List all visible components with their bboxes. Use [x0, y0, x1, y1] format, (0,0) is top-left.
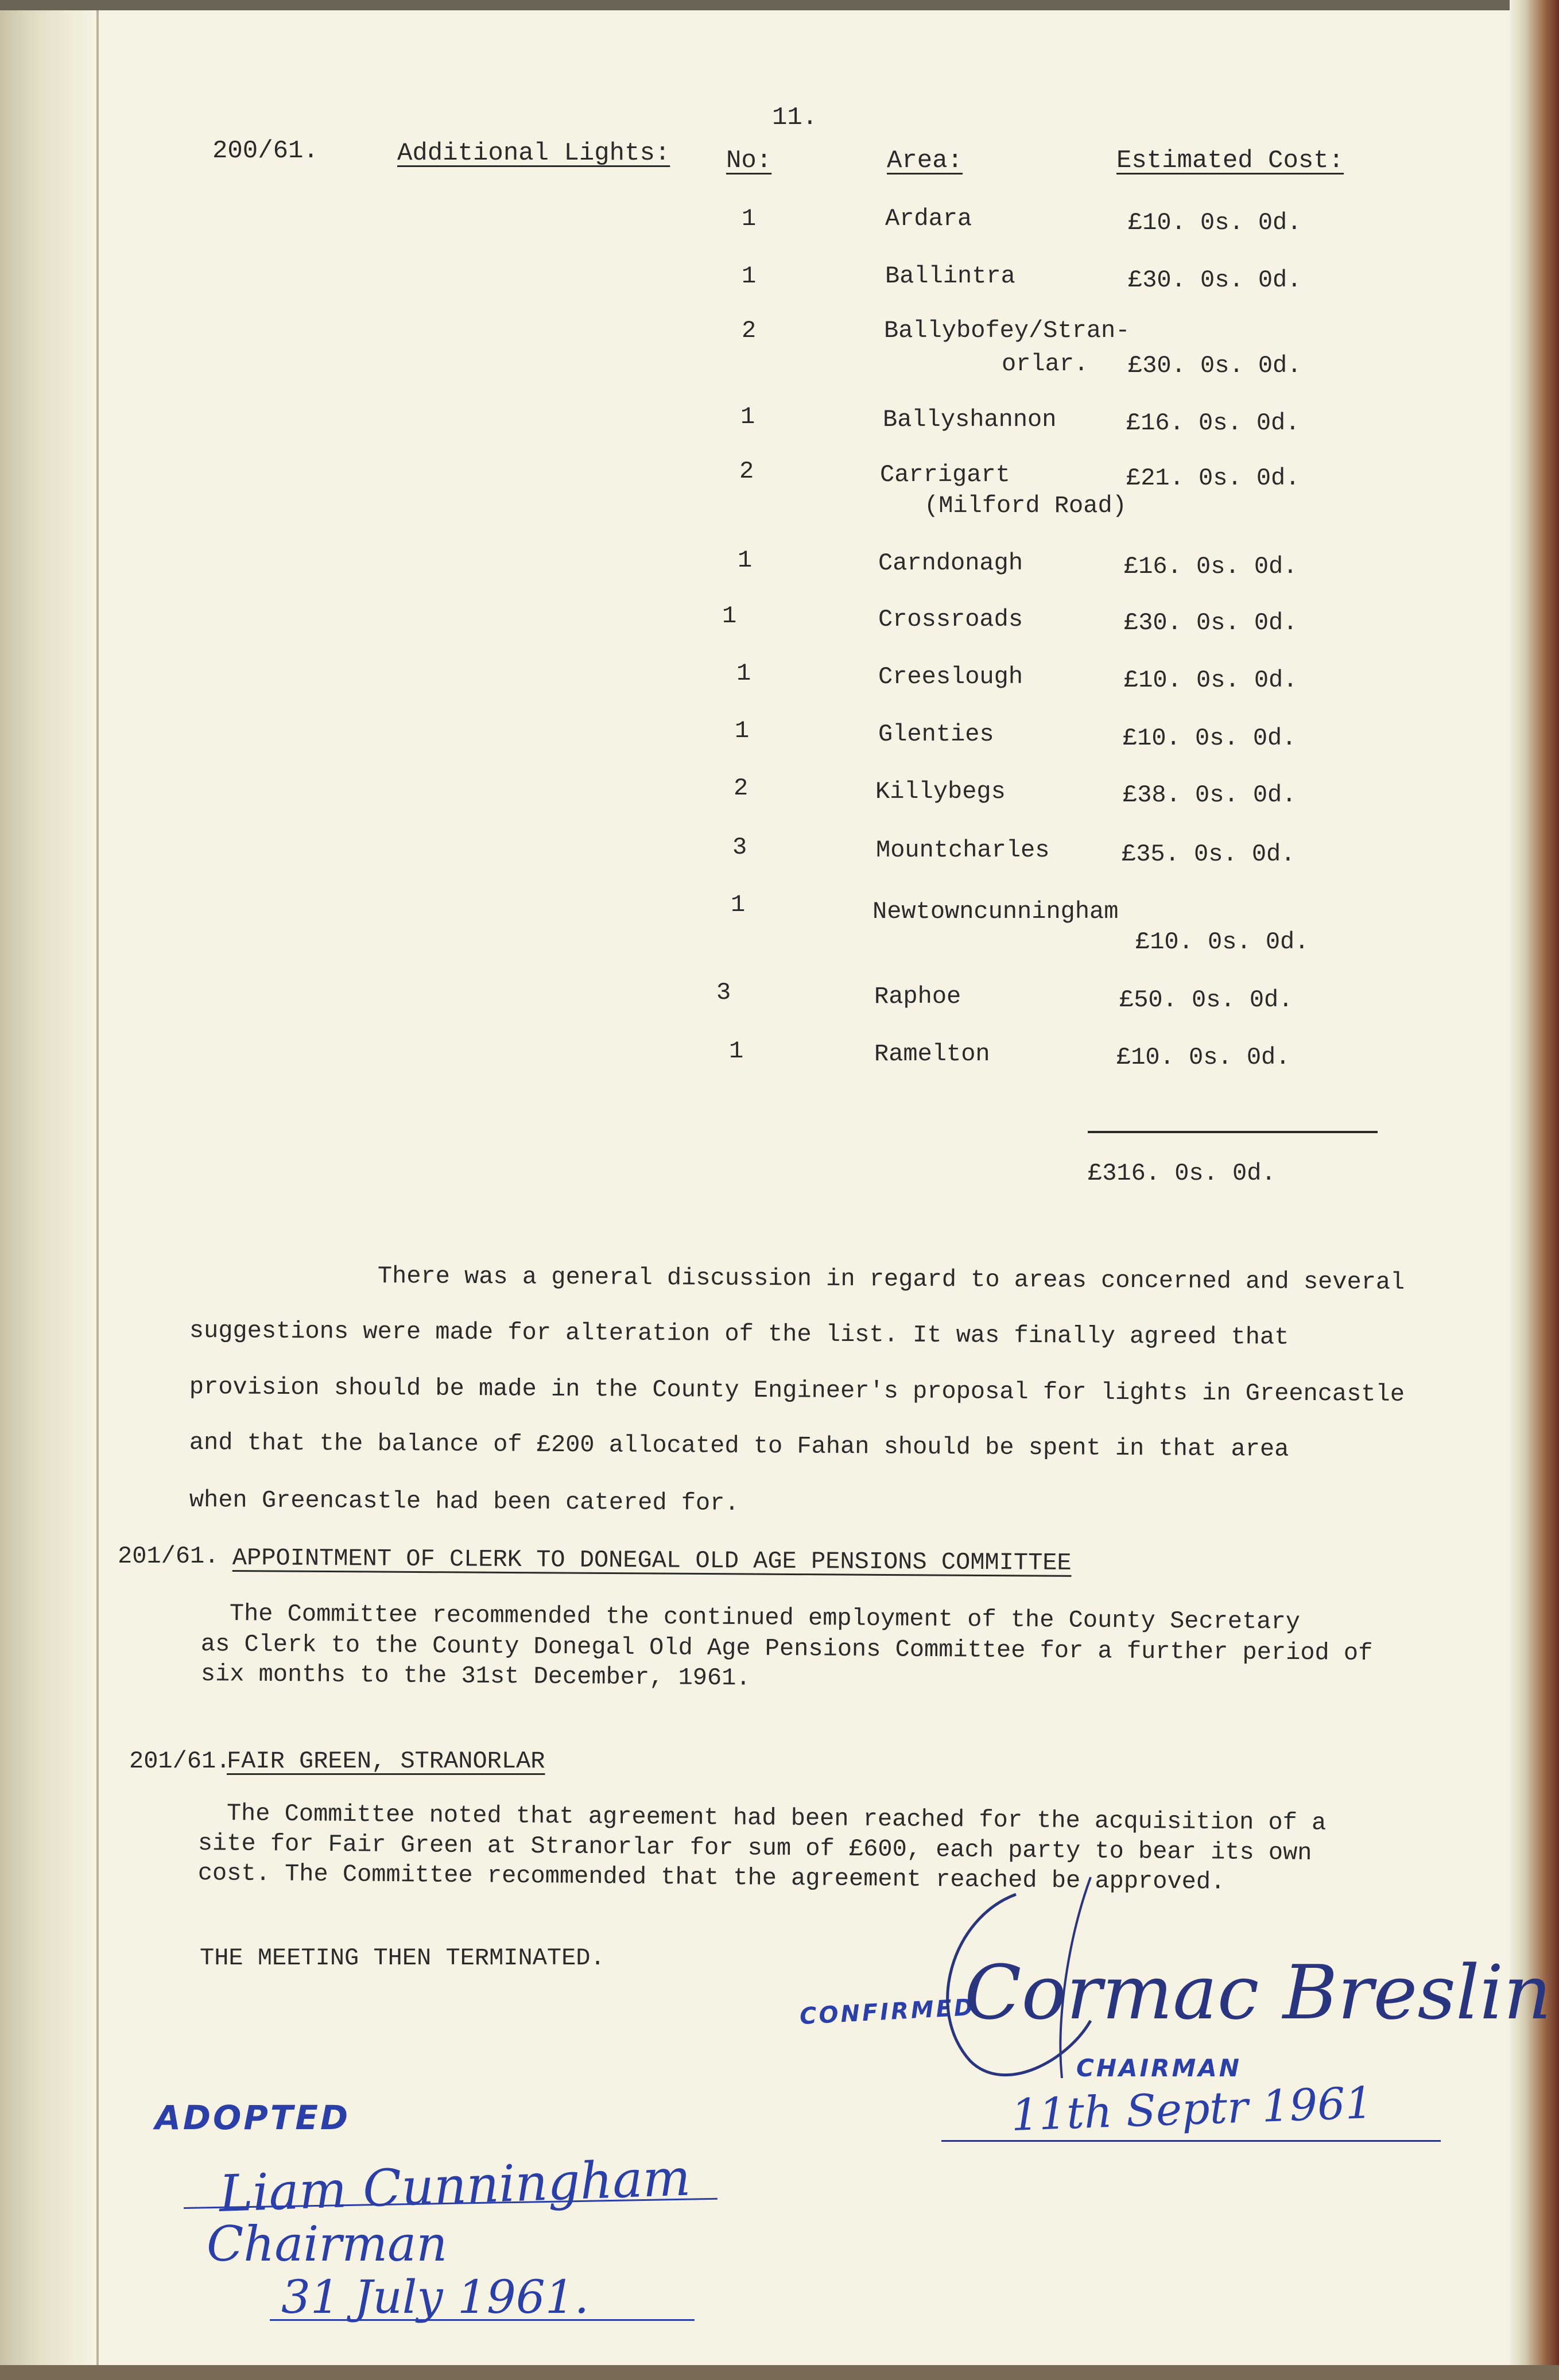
discussion-line-4: and that the balance of £200 allocated to Fahan should be spent in that area — [189, 1429, 1289, 1463]
row-cost: £10. 0s. 0d. — [1135, 928, 1309, 956]
row-no: 2 — [734, 774, 749, 802]
total-cost: £316. 0s. 0d. — [1088, 1160, 1276, 1187]
row-no: 1 — [740, 403, 755, 431]
adopted-date: 31 July 1961. — [281, 2270, 590, 2324]
row-no: 3 — [716, 979, 731, 1006]
clerk-text-line-1: The Committee recommended the continued employment of the County Secretary — [229, 1600, 1301, 1636]
book-top-edge — [0, 0, 1559, 10]
row-cost: £21. 0s. 0d. — [1126, 464, 1300, 492]
row-no: 1 — [735, 717, 750, 745]
row-area: Newtowncunningham — [872, 898, 1119, 925]
item-ref-fair-green: 201/61. — [129, 1747, 231, 1775]
row-no: 1 — [736, 660, 751, 687]
row-area-continued: (Milford Road) — [924, 492, 1127, 520]
row-no: 1 — [738, 546, 753, 574]
clerk-title: APPOINTMENT OF CLERK TO DONEGAL OLD AGE PENSIONS COMMITTEE — [232, 1544, 1072, 1577]
lights-title: Additional Lights: — [397, 139, 670, 168]
row-cost: £50. 0s. 0d. — [1119, 986, 1293, 1014]
row-no: 1 — [731, 891, 746, 918]
row-area: Ballybofey/Stran- — [884, 317, 1130, 344]
meeting-terminated: THE MEETING THEN TERMINATED. — [200, 1944, 605, 1972]
row-cost: £10. 0s. 0d. — [1124, 666, 1298, 694]
row-no: 2 — [742, 317, 757, 344]
fair-green-text-line-2: site for Fair Green at Stranorlar for sum of £600, each party to bear its own — [197, 1829, 1312, 1867]
row-area: Raphoe — [874, 983, 961, 1010]
discussion-line-5: when Greencastle had been catered for. — [189, 1486, 739, 1517]
row-area: Carndonagh — [878, 549, 1023, 577]
confirmed-date-rule — [941, 2140, 1441, 2142]
row-no: 1 — [729, 1037, 744, 1065]
row-area: Ramelton — [874, 1040, 990, 1068]
row-cost: £10. 0s. 0d. — [1123, 724, 1297, 752]
page-number: 11. — [772, 103, 818, 132]
page-fold-line — [96, 0, 99, 2380]
fair-green-text-line-1: The Committee noted that agreement had been reached for the acquisition of a — [226, 1800, 1327, 1837]
confirmed-chairman-label: CHAIRMAN — [1076, 2054, 1242, 2082]
row-no: 1 — [742, 262, 757, 290]
row-cost: £35. 0s. 0d. — [1122, 840, 1296, 868]
col-header-no: No: — [726, 146, 772, 175]
row-area: Glenties — [878, 720, 994, 748]
row-no: 1 — [722, 602, 737, 630]
row-no: 3 — [732, 834, 747, 861]
col-header-area: Area: — [887, 146, 963, 175]
row-cost: £30. 0s. 0d. — [1128, 266, 1302, 294]
adopted-date-rule — [270, 2319, 695, 2321]
row-area: Mountcharles — [876, 836, 1050, 864]
item-ref-lights: 200/61. — [212, 137, 319, 165]
row-area: Carrigart — [880, 461, 1010, 489]
row-area-continued: orlar. — [1002, 350, 1089, 378]
confirmed-signature: Cormac Breslin — [964, 1949, 1552, 2036]
adopted-chairman-label: Chairman — [207, 2216, 448, 2272]
row-no: 1 — [742, 205, 757, 232]
row-cost: £30. 0s. 0d. — [1124, 609, 1298, 637]
col-header-cost: Estimated Cost: — [1116, 146, 1344, 175]
row-area: Creeslough — [878, 663, 1023, 691]
clerk-text-line-3: six months to the 31st December, 1961. — [200, 1660, 751, 1692]
row-cost: £10. 0s. 0d. — [1128, 209, 1302, 237]
adopted-signature: Liam Cunningham — [218, 2148, 692, 2223]
fair-green-title: FAIR GREEN, STRANORLAR — [227, 1747, 545, 1775]
discussion-line-1: There was a general discussion in regard to areas concerned and several — [377, 1262, 1405, 1296]
row-cost: £10. 0s. 0d. — [1116, 1044, 1290, 1071]
total-rule — [1088, 1131, 1378, 1133]
adopted-label: ADOPTED — [155, 2098, 351, 2137]
clerk-text-line-2: as Clerk to the County Donegal Old Age Pensions Committee for a further period of — [200, 1630, 1373, 1668]
confirmed-date: 11th Septr 1961 — [1010, 2076, 1374, 2141]
row-cost: £16. 0s. 0d. — [1124, 553, 1298, 580]
row-cost: £30. 0s. 0d. — [1128, 352, 1302, 379]
row-area: Crossroads — [878, 606, 1023, 633]
row-cost: £38. 0s. 0d. — [1123, 781, 1297, 809]
row-area: Ballintra — [885, 262, 1015, 290]
row-area: Ardara — [885, 205, 972, 232]
fair-green-text-line-3: cost. The Committee recommended that the agreement reached be approved. — [197, 1859, 1226, 1896]
discussion-line-3: provision should be made in the County Engineer's proposal for lights in Greencastle — [189, 1373, 1405, 1408]
confirmed-label: CONFIRMED — [799, 1994, 976, 2030]
item-ref-clerk: 201/61. — [118, 1542, 219, 1570]
row-cost: £16. 0s. 0d. — [1126, 409, 1300, 437]
discussion-line-2: suggestions were made for alteration of the list. It was finally agreed that — [189, 1317, 1289, 1351]
row-area: Ballyshannon — [883, 406, 1057, 433]
book-left-edge — [0, 0, 98, 2380]
book-bottom-edge — [0, 2365, 1559, 2380]
row-area: Killybegs — [875, 778, 1006, 805]
row-no: 2 — [739, 458, 754, 485]
